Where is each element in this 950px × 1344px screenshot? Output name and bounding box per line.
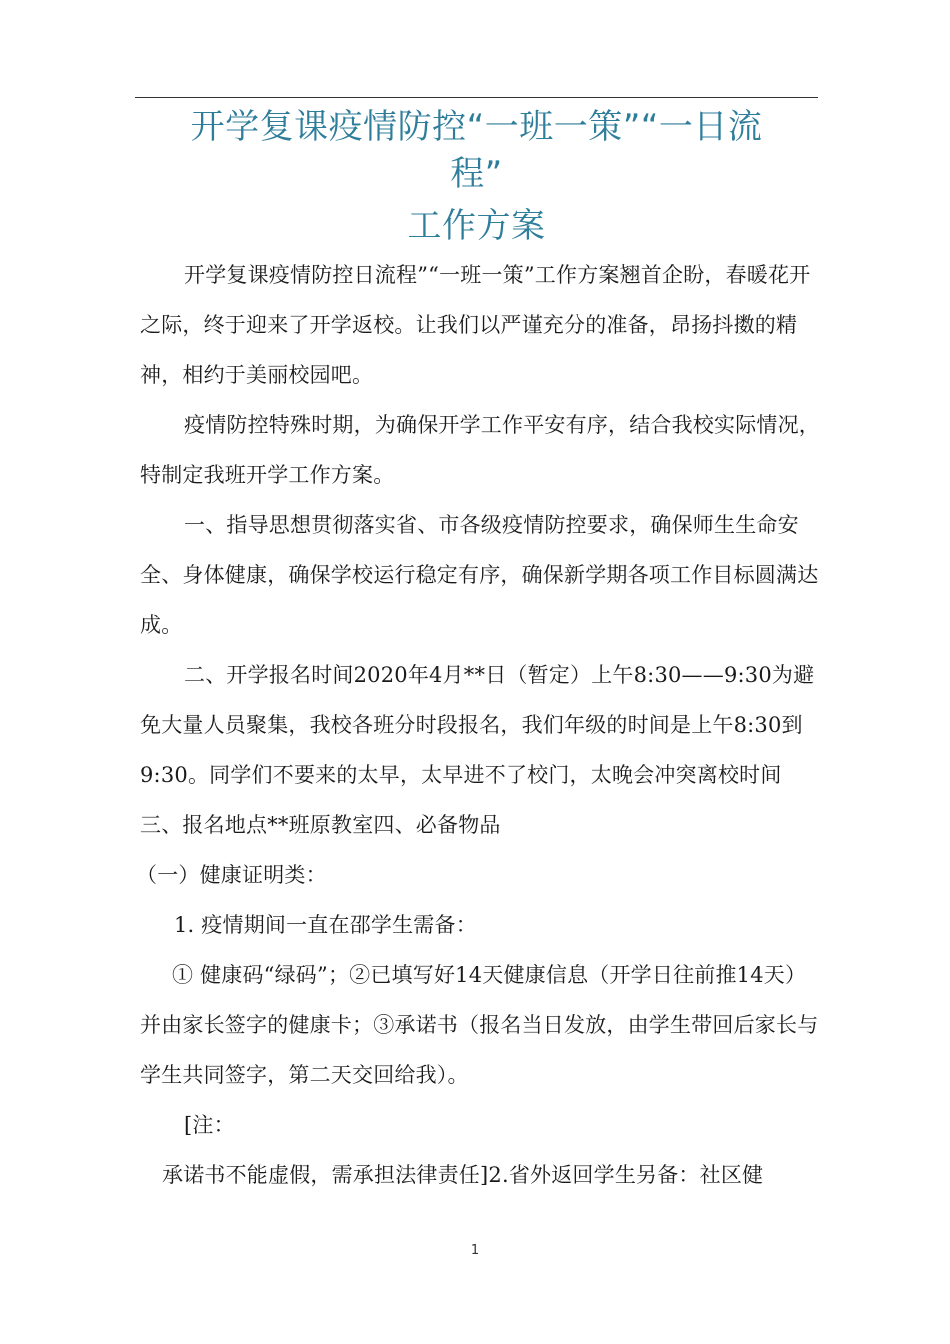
title-line-2: 程” xyxy=(450,154,503,194)
paragraph-registration: 二、开学报名时间2020年4月**日（暂定）上午8:30——9:30为避免大量人员聚集，我校各班分时段报名，我们年级的时间是上午8:30到9:30。同学们不要来的太早，太早进不了校门，太晚会冲突离校时间三、报名地点**班原教室四、必备物品 xyxy=(140,663,815,837)
paragraph-note-text: 承诺书不能虚假，需承担法律责任]2.省外返回学生另备：社区健 xyxy=(162,1163,764,1187)
paragraph-guiding-ideology: 一、指导思想贯彻落实省、市各级疫情防控要求，确保师生生命安全、身体健康，确保学校运行稳定有序，确保新学期各项工作目标圆满达成。 xyxy=(140,513,819,637)
title-line-3: 工作方案 xyxy=(407,206,546,246)
header-rule xyxy=(135,97,818,98)
paragraph-context: 疫情防控特殊时期，为确保开学工作平安有序，结合我校实际情况，特制定我班开学工作方案。 xyxy=(140,413,820,487)
paragraph-intro: 开学复课疫情防控日流程”“一班一策”工作方案翘首企盼，春暖花开之际，终于迎来了开学返校。让我们以严谨充分的准备，昂扬抖擞的精神，相约于美丽校园吧。 xyxy=(140,263,811,387)
paragraph-health-proof-heading: （一）健康证明类： xyxy=(136,863,327,887)
title-line-1: 开学复课疫情防控“一班一策”“一日流 xyxy=(190,107,763,147)
document-title xyxy=(135,104,818,250)
paragraph-required-items: ① 健康码“绿码”；②已填写好14天健康信息（开学日往前推14天）并由家长签字的健康卡；③承诺书（报名当日发放，由学生带回后家长与学生共同签字，第二天交回给我）。 xyxy=(140,963,819,1087)
paragraph-item-1: 1. 疫情期间一直在邵学生需备： xyxy=(174,913,477,937)
paragraph-note-open: [注： xyxy=(184,1113,235,1137)
page-number: 1 xyxy=(470,1243,480,1258)
